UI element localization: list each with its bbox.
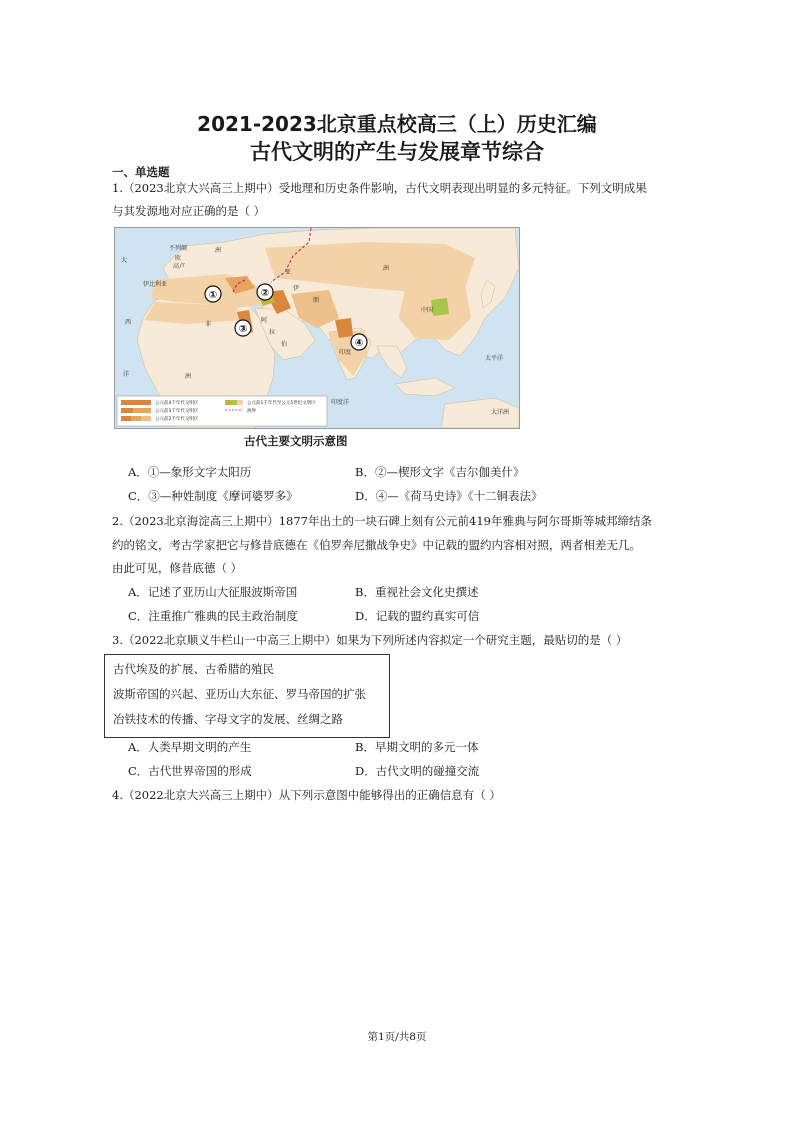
page-title-line2: 古代文明的产生与发展章节综合: [250, 140, 544, 164]
svg-text:洲: 洲: [383, 265, 390, 272]
page-title-line1: 2021-2023北京重点校高三（上）历史汇编: [197, 112, 597, 136]
q1-stem-line1: 1.（2023北京大兴高三上期中）受地理和历史条件影响，古代文明表现出明显的多元特征。下列文明成果: [112, 181, 647, 195]
svg-text:公元前2千年代文明区: 公元前2千年代文明区: [155, 417, 199, 422]
q3-box-line1: 古代埃及的扩展、古希腊的殖民: [113, 662, 274, 676]
q4-stem-line1: 4.（2022北京大兴高三上期中）从下列示意图中能够得出的正确信息有（ ）: [112, 788, 501, 802]
q3-option-d[interactable]: D．古代文明的碰撞交流: [355, 764, 480, 778]
svg-text:西: 西: [125, 319, 132, 326]
q3-stem-line1: 3.（2022北京顺义牛栏山一中高三上期中）如果为下列所述内容拟定一个研究主题，最贴切的是（ ）: [112, 633, 628, 647]
marker-2: [257, 284, 273, 300]
q3-material-box: [104, 654, 390, 738]
q2-option-b[interactable]: B．重视社会文化史撰述: [355, 585, 479, 599]
marker-3: [235, 320, 251, 336]
marker-1: [205, 286, 221, 302]
map-caption: 古代主要文明示意图: [244, 434, 348, 448]
q3-option-a[interactable]: A．人类早期文明的产生: [128, 740, 252, 754]
svg-text:印度: 印度: [339, 349, 352, 356]
map-legend: [117, 396, 327, 426]
svg-text:公元前1千年代至公元5世纪文明区: 公元前1千年代至公元5世纪文明区: [247, 401, 316, 406]
section-heading: 一、单选题: [112, 165, 170, 179]
svg-text:大: 大: [121, 257, 128, 264]
q1-option-d[interactable]: D．④—《荷马史诗》《十二铜表法》: [355, 489, 543, 503]
svg-text:洲界: 洲界: [247, 409, 256, 414]
page-footer: 第1页/共8页: [367, 1031, 427, 1043]
marker-4: [351, 334, 367, 350]
svg-text:洲: 洲: [215, 247, 222, 254]
svg-text:大洋洲: 大洋洲: [491, 409, 510, 416]
svg-text:朗: 朗: [313, 297, 320, 304]
svg-text:高卢: 高卢: [173, 263, 186, 270]
q2-stem-line2: 约的铭文，考古学家把它与修昔底德在《伯罗奔尼撒战争史》中记载的盟约内容相对照，两者相差无几。: [112, 538, 641, 552]
svg-text:欧: 欧: [175, 255, 182, 262]
q3-box-line2: 波斯帝国的兴起、亚历山大东征、罗马帝国的扩张: [113, 687, 366, 701]
svg-text:拉: 拉: [269, 329, 276, 336]
civilization-map: [114, 227, 520, 429]
svg-text:洋: 洋: [123, 371, 130, 378]
svg-text:④: ④: [354, 338, 364, 349]
q2-stem-line1: 2.（2023北京海淀高三上期中）1877年出土的一块石碑上刻有公元前419年雅典与阿尔哥斯等城邦缔结条: [112, 514, 652, 528]
q2-option-a[interactable]: A．记述了亚历山大征服波斯帝国: [128, 585, 298, 599]
svg-text:②: ②: [260, 288, 270, 299]
svg-text:①: ①: [208, 290, 218, 301]
svg-text:不列颠: 不列颠: [169, 245, 188, 252]
q1-option-a[interactable]: A．①—象形文字太阳历: [128, 465, 252, 479]
svg-text:亚: 亚: [285, 269, 292, 276]
svg-text:阿: 阿: [261, 317, 268, 324]
civ-zone-yellow-river: [431, 298, 449, 316]
svg-text:中国: 中国: [421, 307, 434, 314]
q1-stem-line2: 与其发源地对应正确的是（ ）: [112, 204, 266, 218]
q2-option-d[interactable]: D．记载的盟约真实可信: [355, 609, 480, 623]
svg-text:印度洋: 印度洋: [331, 399, 350, 406]
svg-text:公元前3千年代文明区: 公元前3千年代文明区: [155, 409, 199, 414]
q2-stem-line3: 由此可见，修昔底德（ ）: [112, 561, 243, 575]
svg-text:非: 非: [205, 321, 212, 328]
q3-option-c[interactable]: C．古代世界帝国的形成: [128, 764, 252, 778]
q1-option-c[interactable]: C．③—种姓制度《摩诃婆罗多》: [128, 489, 298, 503]
svg-text:太平洋: 太平洋: [485, 355, 504, 362]
svg-text:③: ③: [238, 324, 248, 335]
svg-text:伊比利亚: 伊比利亚: [143, 281, 168, 288]
q2-option-c[interactable]: C．注重推广雅典的民主政治制度: [128, 609, 298, 623]
q3-option-b[interactable]: B．早期文明的多元一体: [355, 740, 479, 754]
svg-text:洲: 洲: [185, 373, 192, 380]
q1-option-b[interactable]: B．②—楔形文字《吉尔伽美什》: [355, 465, 525, 479]
svg-text:伊: 伊: [293, 285, 300, 292]
svg-text:公元前4千年代文明区: 公元前4千年代文明区: [155, 401, 199, 406]
q3-box-line3: 冶铁技术的传播、字母文字的发展、丝绸之路: [113, 712, 343, 726]
svg-text:伯: 伯: [281, 341, 288, 348]
